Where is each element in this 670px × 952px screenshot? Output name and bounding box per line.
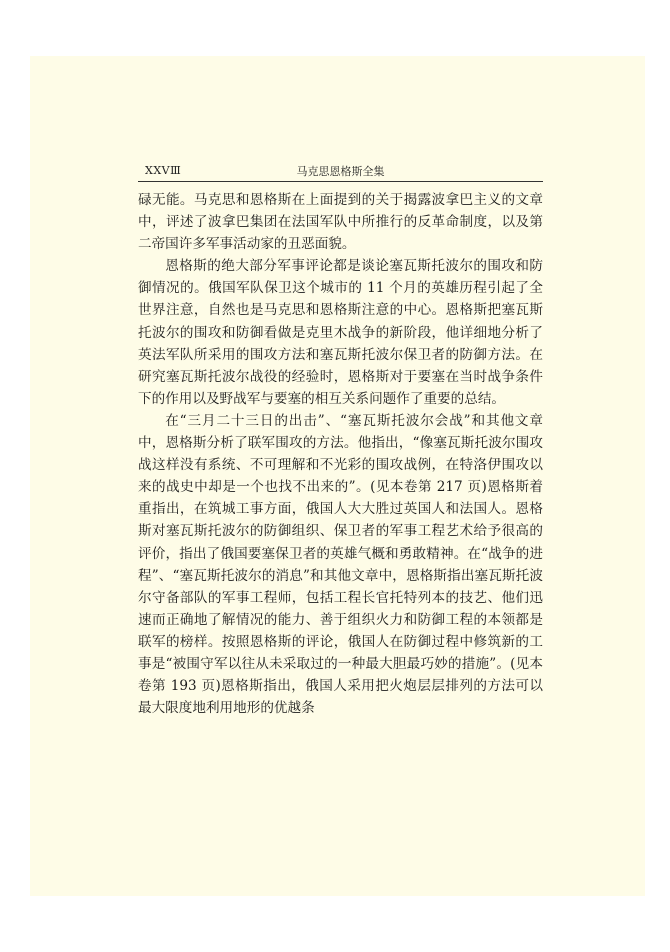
paragraph: 碌无能。马克思和恩格斯在上面提到的关于揭露波拿巴主义的文章中，评述了波拿巴集团在法国军队中所推行的反革命制度，以及第二帝国许多军事活动家的丑恶面貌。 [138, 192, 543, 253]
body-text [138, 189, 543, 719]
paragraph: 在“三月二十三日的出击”、“塞瓦斯托波尔会战”和其他文章中，恩格斯分析了联军围攻的方法。他指出，“像塞瓦斯托波尔围攻战这样没有系统、不可理解和不光彩的围攻战例，在特洛伊围攻以来的战史中却是一个也找不出来的”。(见本卷第 217 页)恩格斯着重指出，在筑城工事方面，俄国人大大胜过英国人和法国人。恩格斯对塞瓦斯托波尔的防御组织、保卫者的军事工程艺术给予很高的评价，指出了俄国要塞保卫者的英雄气概和勇敢精神。在“战争的进程”、“塞瓦斯托波尔的消息”和其他文章中，恩格斯指出塞瓦斯托波尔守备部队的军事工程师，包括工程长官托特列本的技艺、他们迅速而正确地了解情况的能力、善于组织火力和防御工程的本领都是联军的榜样。按照恩格斯的评论，俄国人在防御过程中修筑新的工事是“被围守军以往从未采取过的一种最大胆最巧妙的措施”。(见本卷第 193 页)恩格斯指出，俄国人采用把火炮层层排列的方法可以最大限度地利用地形的优越条 [138, 412, 543, 717]
running-title: 马克思恩格斯全集 [296, 165, 385, 178]
paragraph: 恩格斯的绝大部分军事评论都是谈论塞瓦斯托波尔的围攻和防御情况的。俄国军队保卫这个城市的 11 个月的英雄历程引起了全世界注意，自然也是马克思和恩格斯注意的中心。恩格斯把塞瓦斯托波尔的围攻和防御看做是克里木战争的新阶段，他详细地分析了英法军队所采用的围攻方法和塞瓦斯托波尔保卫者的防御方法。在研究塞瓦斯托波尔战役的经验时，恩格斯对于要塞在当时战争条件下的作用以及野战军与要塞的相互关系问题作了重要的总结。 [138, 258, 543, 407]
header-rule [138, 181, 543, 182]
page-number: XXVⅢ [145, 164, 182, 177]
page-header [138, 160, 543, 180]
